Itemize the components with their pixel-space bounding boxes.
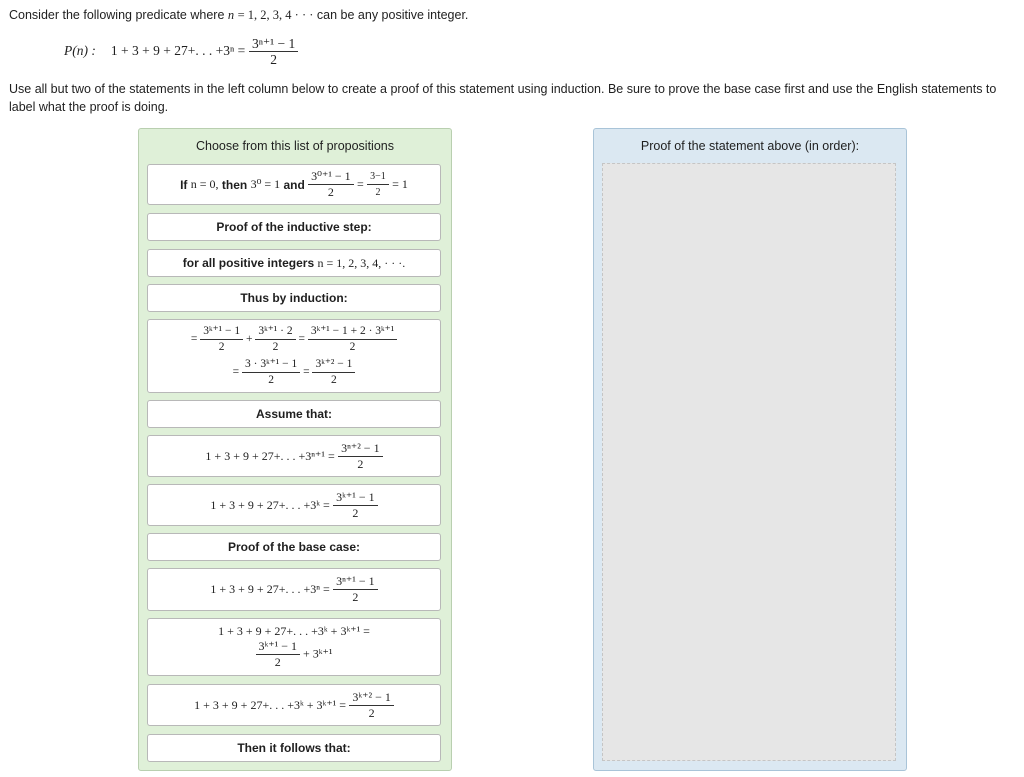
fraction-denominator: 2 <box>349 341 356 353</box>
problem-intro <box>9 6 1014 24</box>
fraction-numerator: 3ᵏ⁺¹ − 1 + 2 · 3ᵏ⁺¹ <box>308 324 397 340</box>
tile-n-statement[interactable] <box>147 568 441 611</box>
predicate-label: P(n) : <box>64 43 96 59</box>
intro-prefix: Consider the following predicate where <box>9 8 225 22</box>
fraction-denominator: 2 <box>272 341 279 353</box>
tile-base-case-label[interactable] <box>147 533 441 561</box>
fraction-denominator: 2 <box>375 187 381 198</box>
tile-text: then <box>221 177 248 192</box>
tile-text: and <box>283 177 305 192</box>
fraction-numerator: 3ᵏ⁺² − 1 <box>349 690 393 706</box>
tile-math: = <box>303 366 310 379</box>
intro-variable: n <box>227 8 235 22</box>
propositions-panel-title: Choose from this list of propositions <box>195 139 394 153</box>
tile-for-all-integers[interactable] <box>147 249 441 277</box>
tile-math: + <box>245 333 253 346</box>
tile-fraction <box>308 324 397 355</box>
tile-fraction <box>333 490 377 521</box>
tile-math: 1 + 3 + 9 + 27+. . . +3ⁿ⁺¹ = <box>205 448 335 463</box>
tile-math: = <box>357 177 364 191</box>
tile-math: 3⁰ = 1 <box>250 177 281 191</box>
tile-fraction <box>367 169 389 200</box>
predicate-numerator: 3ⁿ⁺¹ − 1 <box>249 36 298 52</box>
tile-algebra-steps[interactable] <box>147 319 441 393</box>
tile-fraction <box>256 639 300 670</box>
fraction-numerator: 3ᵏ⁺¹ · 2 <box>255 324 295 340</box>
tile-math: = 1 <box>392 177 408 191</box>
fraction-numerator: 3⁰⁺¹ − 1 <box>308 169 354 185</box>
tile-text: If <box>180 177 188 192</box>
tile-text: for all positive integers <box>182 256 315 270</box>
tile-text: Proof of the inductive step: <box>216 220 372 234</box>
tile-math: 1 + 3 + 9 + 27+. . . +3ᵏ = <box>210 497 330 512</box>
tile-text: Thus by induction: <box>240 291 348 305</box>
tile-k-plus-one-statement[interactable] <box>147 684 441 726</box>
proof-answer-panel-title: Proof of the statement above (in order): <box>640 139 860 153</box>
predicate-lhs: 1 + 3 + 9 + 27+. . . +3ⁿ = <box>110 43 246 59</box>
predicate-formula <box>64 36 298 67</box>
tile-fraction <box>242 357 300 388</box>
fraction-denominator: 2 <box>331 374 337 386</box>
tile-base-calculation[interactable] <box>147 164 441 205</box>
tile-fraction <box>200 324 243 355</box>
predicate-denominator: 2 <box>270 52 277 67</box>
tile-math: = <box>298 333 305 346</box>
tile-text: Then it follows that: <box>237 741 351 755</box>
fraction-denominator: 2 <box>268 374 274 386</box>
tile-substitution-step[interactable] <box>147 618 441 676</box>
fraction-numerator: 3ᵏ⁺¹ − 1 <box>256 639 300 655</box>
fraction-denominator: 2 <box>218 341 225 353</box>
fraction-numerator: 3ᵏ⁺¹ − 1 <box>333 490 377 506</box>
propositions-panel <box>138 128 452 771</box>
tile-n-plus-one-statement[interactable] <box>147 435 441 477</box>
intro-values: = 1, 2, 3, 4 · · · <box>237 8 314 22</box>
fraction-denominator: 2 <box>352 590 359 604</box>
fraction-numerator: 3ᵏ⁺² − 1 <box>312 357 355 373</box>
fraction-numerator: 3ᵏ⁺¹ − 1 <box>200 324 243 340</box>
tile-assume-that[interactable] <box>147 400 441 428</box>
fraction-numerator: 3 · 3ᵏ⁺¹ − 1 <box>242 357 300 373</box>
tile-math: n = 1, 2, 3, 4, · · ·. <box>317 255 406 270</box>
fraction-denominator: 2 <box>274 655 281 669</box>
fraction-numerator: 3−1 <box>367 169 389 185</box>
tile-thus-by-induction[interactable] <box>147 284 441 312</box>
fraction-denominator: 2 <box>352 505 359 520</box>
fraction-denominator: 2 <box>327 185 334 199</box>
tile-math: + 3ᵏ⁺¹ <box>303 646 333 661</box>
proof-dropzone[interactable] <box>602 163 896 761</box>
tile-inductive-hypothesis[interactable] <box>147 484 441 526</box>
tile-text: Proof of the base case: <box>227 540 361 554</box>
tile-math: 1 + 3 + 9 + 27+. . . +3ᵏ + 3ᵏ⁺¹ = <box>218 624 370 638</box>
tile-math: 1 + 3 + 9 + 27+. . . +3ⁿ = <box>210 582 330 596</box>
fraction-denominator: 2 <box>357 456 364 471</box>
tile-math: n = 0, <box>190 177 219 191</box>
tile-math: = <box>190 333 198 346</box>
fraction-numerator: 3ⁿ⁺² − 1 <box>338 441 382 457</box>
tile-fraction <box>312 357 355 388</box>
tile-math: 1 + 3 + 9 + 27+. . . +3ᵏ + 3ᵏ⁺¹ = <box>194 697 347 712</box>
fraction-denominator: 2 <box>368 705 375 720</box>
tile-text: Assume that: <box>255 407 332 421</box>
predicate-fraction <box>249 36 298 67</box>
tile-fraction <box>349 690 393 721</box>
intro-suffix: can be any positive integer. <box>316 8 469 22</box>
tile-fraction <box>333 574 377 605</box>
tile-then-it-follows[interactable] <box>147 734 441 762</box>
tile-fraction <box>255 324 295 355</box>
proof-answer-panel <box>593 128 907 771</box>
fraction-numerator: 3ⁿ⁺¹ − 1 <box>333 574 377 590</box>
tile-math: = <box>232 366 240 379</box>
tile-fraction <box>308 169 354 200</box>
tile-inductive-step-label[interactable] <box>147 213 441 241</box>
instructions-text: Use all but two of the statements in the left column below to create a proof of this statement using induction. Be sure to prove the base case first and use the English statements to label what the proof is doing. <box>9 82 997 114</box>
tile-fraction <box>338 441 382 472</box>
